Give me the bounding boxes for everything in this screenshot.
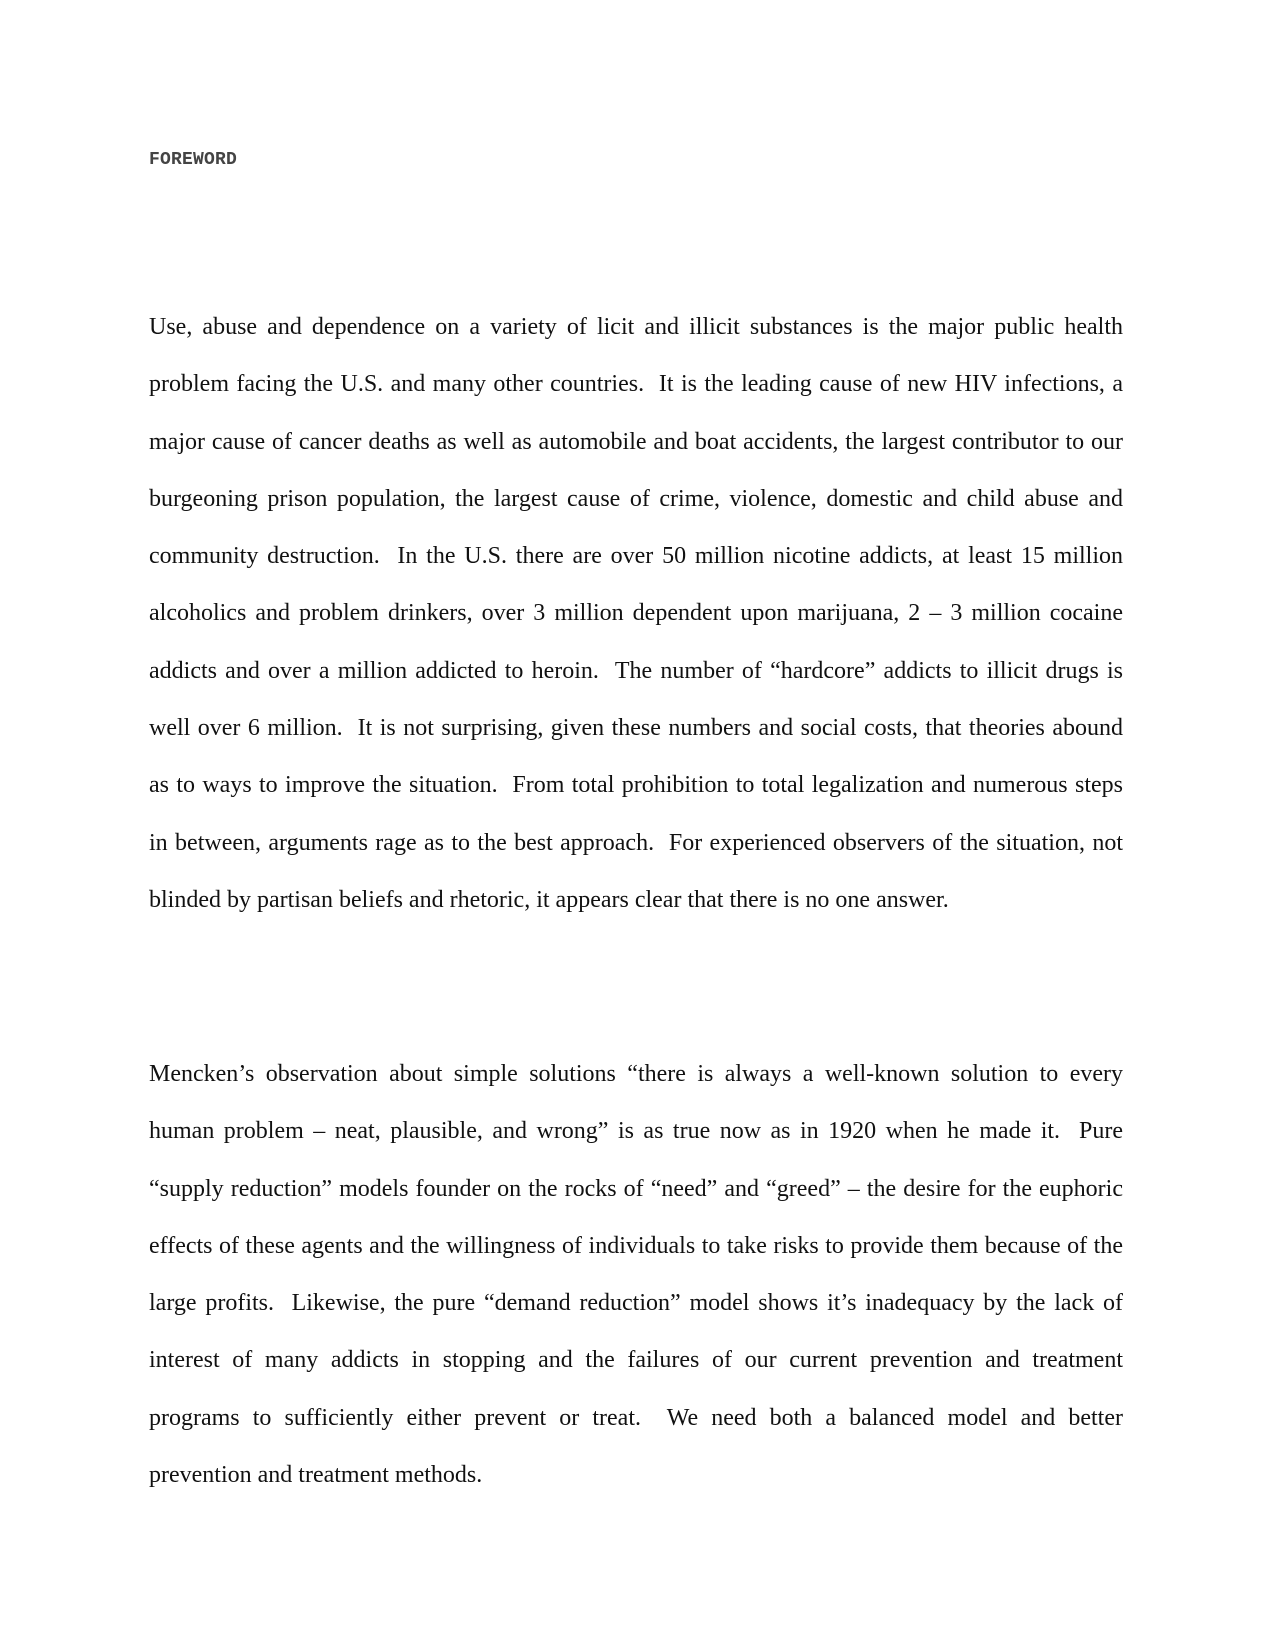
- section-heading: FOREWORD: [149, 150, 238, 170]
- body-paragraph-1: Use, abuse and dependence on a variety of licit and illicit substances is the major public health problem facing the U.S. and many other countries. It is the leading cause of new HIV infections, a major cause of cancer deaths as well as automobile and boat accidents, the largest contributor to our burgeoning prison population, the largest cause of crime, violence, domestic and child abuse and community destruction. In the U.S. there are over 50 million nicotine addicts, at least 15 million alcoholics and problem drinkers, over 3 million dependent upon marijuana, 2 – 3 million cocaine addicts and over a million addicted to heroin. The number of “hardcore” addicts to illicit drugs is well over 6 million. It is not surprising, given these numbers and social costs, that theories abound as to ways to improve the situation. From total prohibition to total legalization and numerous steps in between, arguments rage as to the best approach. For experienced observers of the situation, not blinded by partisan beliefs and rhetoric, it appears clear that there is no one answer.: [149, 314, 1129, 913]
- body-paragraph-2: Mencken’s observation about simple solutions “there is always a well-known solution to every human problem – neat, plausible, and wrong” is as true now as in 1920 when he made it. Pure “supply reduction” models founder on the rocks of “need” and “greed” – the desire for the euphoric effects of these agents and the willingness of individuals to take risks to provide them because of the large profits. Likewise, the pure “demand reduction” model shows it’s inadequacy by the lack of interest of many addicts in stopping and the failures of our current prevention and treatment programs to sufficiently either prevent or treat. We need both a balanced model and better prevention and treatment methods.: [149, 1061, 1129, 1489]
